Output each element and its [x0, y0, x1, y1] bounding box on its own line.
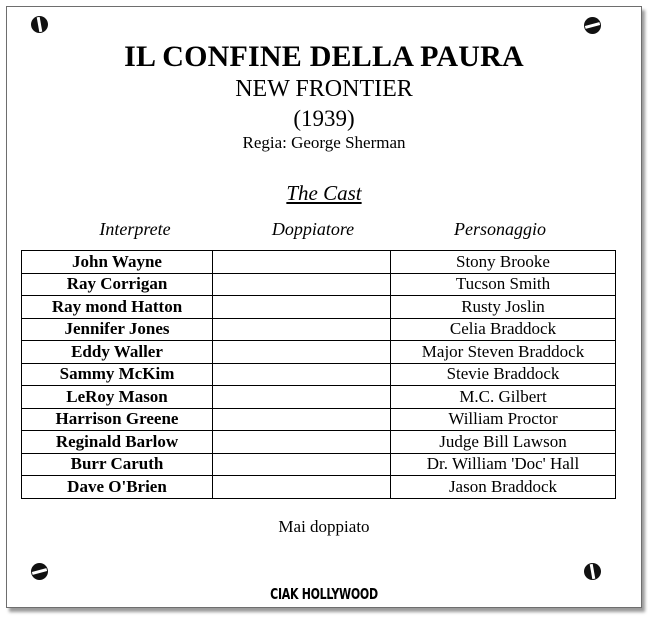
screw-icon: [31, 563, 48, 580]
dubber-name: [213, 318, 391, 341]
cast-row: [22, 251, 616, 274]
release-year: (1939): [293, 106, 355, 131]
character-name: Tucson Smith: [391, 273, 616, 296]
dubbing-note: Mai doppiato: [278, 517, 370, 536]
ciak-hollywood-logo: CIAK HOLLYWOOD: [270, 585, 378, 604]
actor-name: Jennifer Jones: [22, 318, 213, 341]
movie-title: IL CONFINE DELLA PAURA: [124, 40, 524, 73]
cast-row: [22, 476, 616, 499]
column-header-actor: Interprete: [99, 219, 171, 239]
actor-name: Reginald Barlow: [22, 431, 213, 454]
dubber-name: [213, 296, 391, 319]
dubber-name: [213, 408, 391, 431]
character-name: Stevie Braddock: [391, 363, 616, 386]
character-name: Dr. William 'Doc' Hall: [391, 453, 616, 476]
dubber-name: [213, 251, 391, 274]
screw-icon: [584, 17, 601, 34]
screw-icon: [31, 16, 48, 33]
cast-row: [22, 363, 616, 386]
dubber-name: [213, 453, 391, 476]
dubber-name: [213, 431, 391, 454]
cast-heading: The Cast: [286, 181, 362, 205]
character-name: Rusty Joslin: [391, 296, 616, 319]
column-header-character: Personaggio: [454, 219, 546, 239]
dubber-name: [213, 363, 391, 386]
screw-icon: [584, 563, 601, 580]
actor-name: Burr Caruth: [22, 453, 213, 476]
column-header-dubber: Doppiatore: [271, 219, 355, 239]
dubber-name: [213, 476, 391, 499]
character-name: Major Steven Braddock: [391, 341, 616, 364]
cast-row: [22, 273, 616, 296]
character-name: William Proctor: [391, 408, 616, 431]
actor-name: Dave O'Brien: [22, 476, 213, 499]
cast-row: [22, 386, 616, 409]
actor-name: Eddy Waller: [22, 341, 213, 364]
director-credit: Regia: George Sherman: [242, 133, 406, 152]
cast-table: [21, 250, 616, 499]
dubber-name: [213, 341, 391, 364]
cast-row: [22, 318, 616, 341]
character-name: Stony Brooke: [391, 251, 616, 274]
cast-row: [22, 453, 616, 476]
cast-row: [22, 341, 616, 364]
actor-name: John Wayne: [22, 251, 213, 274]
character-name: M.C. Gilbert: [391, 386, 616, 409]
actor-name: LeRoy Mason: [22, 386, 213, 409]
cast-row: [22, 296, 616, 319]
dubber-name: [213, 386, 391, 409]
character-name: Celia Braddock: [391, 318, 616, 341]
dubber-name: [213, 273, 391, 296]
actor-name: Ray mond Hatton: [22, 296, 213, 319]
character-name: Jason Braddock: [391, 476, 616, 499]
actor-name: Harrison Greene: [22, 408, 213, 431]
cast-row: [22, 431, 616, 454]
cast-row: [22, 408, 616, 431]
actor-name: Sammy McKim: [22, 363, 213, 386]
original-title: NEW FRONTIER: [235, 76, 413, 102]
character-name: Judge Bill Lawson: [391, 431, 616, 454]
actor-name: Ray Corrigan: [22, 273, 213, 296]
